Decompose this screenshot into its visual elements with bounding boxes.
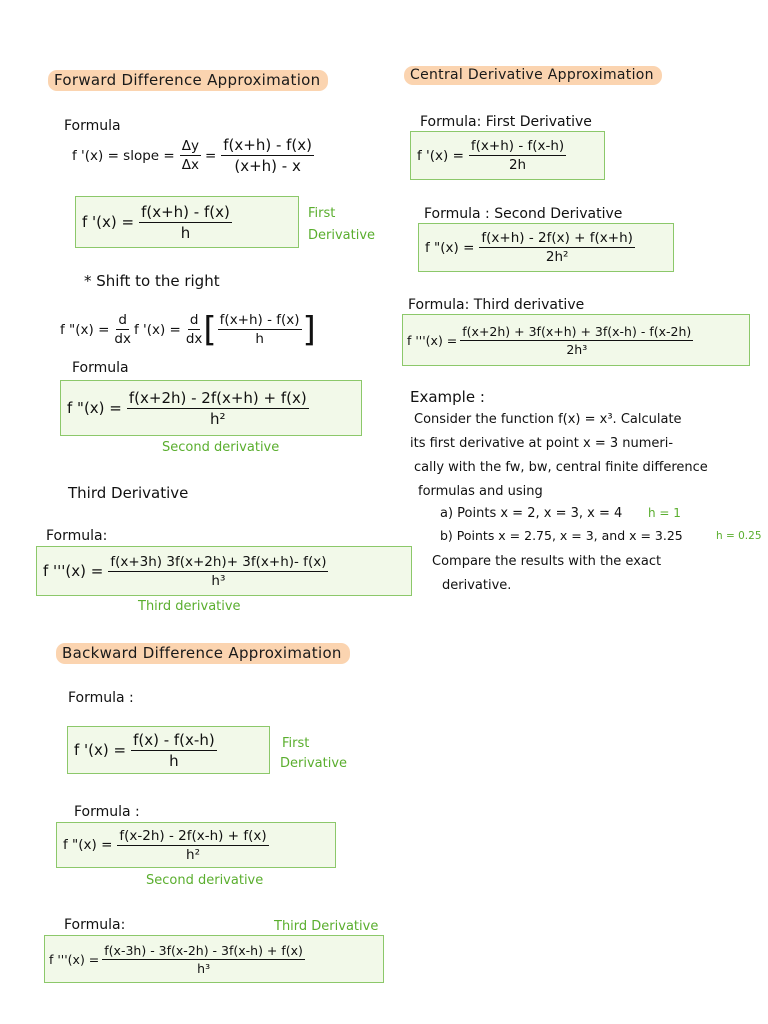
lhs: f '(x) = xyxy=(417,147,464,164)
backward-third-derivative-box xyxy=(44,935,384,983)
backward-third-note: Third Derivative xyxy=(274,919,379,934)
forward-formula-label: Formula xyxy=(64,118,121,134)
backward-section-title: Backward Difference Approximation xyxy=(56,643,350,664)
forward-third-title: Third Derivative xyxy=(68,484,189,502)
dx: dx xyxy=(185,331,203,347)
numerator: f(x+h) - f(x-h) xyxy=(470,138,565,154)
denominator: h xyxy=(255,331,264,347)
fraction xyxy=(479,230,635,265)
d: d xyxy=(118,312,127,328)
numerator: f(x+h) - f(x) xyxy=(219,312,300,328)
denominator: h³ xyxy=(197,960,211,976)
denominator: 2h xyxy=(508,157,527,173)
dx: dx xyxy=(114,331,131,347)
lhs: f '''(x) = xyxy=(407,332,458,348)
slope-fraction xyxy=(221,136,314,175)
fraction xyxy=(218,312,302,347)
forward-first-note-2: Derivative xyxy=(308,228,376,243)
example-part-b-h: h = 0.25 xyxy=(716,530,762,542)
denominator: h² xyxy=(210,409,226,428)
central-third-label: Formula: Third derivative xyxy=(408,297,585,313)
backward-second-note: Second derivative xyxy=(146,873,264,888)
denominator: 2h³ xyxy=(566,341,588,357)
central-section-title: Central Derivative Approximation xyxy=(404,66,662,85)
slope-numerator: f(x+h) - f(x) xyxy=(223,136,312,154)
slope-equals: = xyxy=(204,147,217,164)
central-first-derivative-box xyxy=(410,131,605,180)
backward-formula-label-2: Formula : xyxy=(74,804,140,820)
example-line-3: cally with the fw, bw, central finite difference xyxy=(414,460,708,475)
fraction xyxy=(102,943,305,976)
slope-denominator: (x+h) - x xyxy=(234,157,301,175)
numerator: f(x+3h) 3f(x+2h)+ 3f(x+h)- f(x) xyxy=(110,553,327,570)
example-line-1: Consider the function f(x) = x³. Calculate xyxy=(414,412,682,427)
numerator: f(x+h) - f(x) xyxy=(141,202,230,221)
numerator: f(x+2h) + 3f(x+h) + 3f(x-h) - f(x-2h) xyxy=(462,323,692,339)
d-dx-2 xyxy=(186,312,203,347)
fraction xyxy=(139,203,232,242)
lhs: f "(x) = xyxy=(63,837,113,853)
lhs: f '''(x) = xyxy=(49,951,100,967)
example-compare-1: Compare the results with the exact xyxy=(432,554,662,569)
example-line-2: its first derivative at point x = 3 numeri- xyxy=(410,436,674,451)
fraction xyxy=(108,554,328,589)
example-line-4: formulas and using xyxy=(418,484,543,499)
backward-first-note-2: Derivative xyxy=(280,756,348,771)
numerator: f(x-3h) - 3f(x-2h) - 3f(x-h) + f(x) xyxy=(104,942,303,958)
shift-right-note: * Shift to the right xyxy=(84,272,220,290)
delta-fraction xyxy=(180,138,201,173)
fraction xyxy=(131,731,217,770)
example-part-a: a) Points x = 2, x = 3, x = 4 xyxy=(440,506,623,521)
example-part-b: b) Points x = 2.75, x = 3, and x = 3.25 xyxy=(440,528,683,543)
forward-third-derivative-box xyxy=(36,546,412,596)
lhs: f '''(x) = xyxy=(43,562,104,580)
forward-second-derivation xyxy=(60,309,316,350)
forward-section-title: Forward Difference Approximation xyxy=(48,70,328,91)
numerator: f(x+2h) - 2f(x+h) + f(x) xyxy=(128,388,307,407)
d-dx-1 xyxy=(114,312,131,347)
lhs: f '(x) = xyxy=(74,741,127,759)
example-part-a-h: h = 1 xyxy=(648,506,681,520)
backward-second-derivative-box xyxy=(56,822,336,868)
central-third-derivative-box xyxy=(402,314,750,366)
forward-formula-label-2: Formula xyxy=(72,360,129,376)
right-bracket: ] xyxy=(302,309,316,350)
slope-lhs: f '(x) = slope = xyxy=(72,147,175,164)
fraction xyxy=(117,828,268,863)
fraction xyxy=(469,138,566,173)
denominator: 2h² xyxy=(545,249,569,265)
forward-second-derivative-box xyxy=(60,380,362,436)
central-second-derivative-box xyxy=(418,223,674,272)
numerator: f(x-2h) - 2f(x-h) + f(x) xyxy=(119,827,267,844)
backward-formula-label: Formula : xyxy=(68,690,134,706)
example-title: Example : xyxy=(410,388,485,406)
forward-formula-label-3: Formula: xyxy=(46,528,108,544)
denominator: h xyxy=(169,751,179,770)
delta-x: Δx xyxy=(181,157,199,173)
forward-first-note-1: First xyxy=(308,206,336,221)
d: d xyxy=(189,312,199,328)
example-compare-2: derivative. xyxy=(442,578,512,593)
left-bracket: [ xyxy=(203,309,217,350)
backward-formula-label-3: Formula: xyxy=(64,917,126,933)
fraction xyxy=(460,324,693,357)
lhs: f "(x) = xyxy=(60,321,110,338)
forward-third-note: Third derivative xyxy=(138,599,241,614)
denominator: h² xyxy=(186,846,200,863)
mid: f '(x) = xyxy=(133,321,181,338)
central-second-label: Formula : Second Derivative xyxy=(424,206,623,222)
backward-first-note-1: First xyxy=(282,736,310,751)
central-first-label: Formula: First Derivative xyxy=(420,114,592,130)
forward-second-note: Second derivative xyxy=(162,440,280,455)
numerator: f(x) - f(x-h) xyxy=(133,730,215,749)
lhs: f '(x) = xyxy=(82,213,135,231)
forward-first-derivative-box xyxy=(75,196,299,248)
fraction xyxy=(127,389,309,428)
backward-first-derivative-box xyxy=(67,726,270,774)
denominator: h xyxy=(180,223,191,242)
delta-y: Δy xyxy=(181,138,199,154)
numerator: f(x+h) - 2f(x) + f(x+h) xyxy=(481,230,633,246)
lhs: f "(x) = xyxy=(425,239,475,256)
denominator: h³ xyxy=(211,572,226,589)
forward-slope-formula xyxy=(72,136,314,175)
lhs: f "(x) = xyxy=(67,399,122,417)
